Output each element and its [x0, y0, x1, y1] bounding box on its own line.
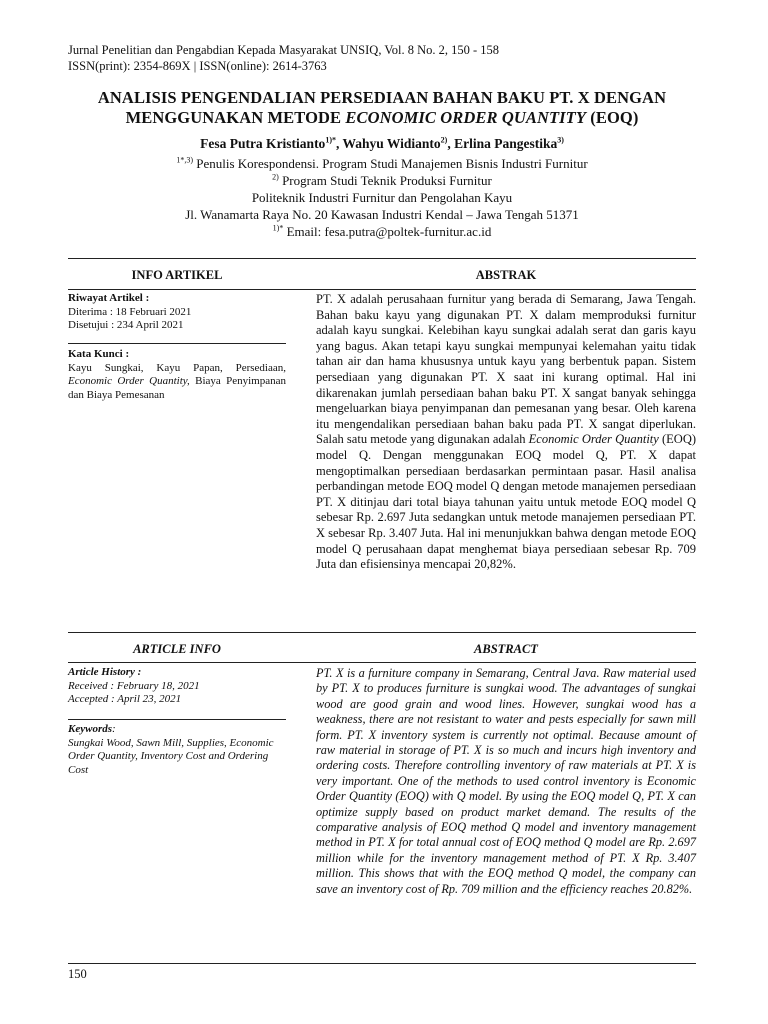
- sidebox-divider-en: [68, 719, 286, 720]
- affiliation-line-1: [68, 155, 696, 172]
- abstrak-italic: Economic Order Quantity: [528, 432, 659, 447]
- abstract-heading: ABSTRACT: [474, 642, 538, 656]
- title-line-2-italic: ECONOMIC ORDER QUANTITY: [345, 108, 587, 127]
- affiliation-1-sup: 1*,3): [176, 155, 193, 165]
- history-label-en: Article History :: [68, 666, 142, 678]
- corresponding-email: Email: fesa.putra@poltek-furnitur.ac.id: [286, 224, 492, 239]
- history-label-id: Riwayat Artikel :: [68, 292, 150, 304]
- author-3-sup: 3): [557, 135, 564, 145]
- article-history-id: [68, 292, 286, 333]
- keywords-label-id: Kata Kunci :: [68, 348, 130, 360]
- keywords-list-id: [68, 362, 286, 403]
- title-line-1: ANALISIS PENGENDALIAN PERSEDIAAN BAHAN BAKU PT. X DENGAN: [97, 88, 667, 107]
- section-rule-top-en: [68, 632, 696, 633]
- affiliation-line-2: [68, 172, 696, 189]
- keywords-list-en: Sungkai Wood, Sawn Mill, Supplies, Economic Order Quantity, Inventory Cost and Ordering Cost: [68, 736, 274, 776]
- affiliation-line-3: Politeknik Industri Furnitur dan Pengolahan Kayu: [251, 190, 513, 205]
- author-1-sup: 1)*: [325, 135, 336, 145]
- article-history-en: [68, 666, 286, 707]
- article-info-heading: ARTICLE INFO: [133, 642, 221, 656]
- author-2: Wahyu Widianto: [342, 136, 441, 151]
- title-line-2-prefix: MENGGUNAKAN METODE: [125, 108, 346, 127]
- affiliation-1-text: Penulis Korespondensi. Program Studi Manajemen Bisnis Industri Furnitur: [196, 156, 588, 171]
- journal-header: [68, 42, 499, 74]
- abstrak-heading: ABSTRAK: [475, 268, 537, 282]
- author-3: Erlina Pangestika: [454, 136, 558, 151]
- footer-rule: [68, 963, 696, 964]
- accepted-date-id: Disetujui : 234 April 2021: [68, 319, 184, 331]
- section-rule-top-id: [68, 258, 696, 259]
- page-number: 150: [68, 967, 87, 981]
- affiliation-line-5: [68, 223, 696, 240]
- keywords-label-en: Keywords: [68, 723, 112, 735]
- title-line-2: [68, 108, 696, 128]
- sidebox-divider-id: [68, 343, 286, 344]
- abstract-text: PT. X is a furniture company in Semarang, Central Java. Raw material used by PT. X to produces furniture is sungkai wood. The advantages of sungkai wood are good grain and wood lines. However, sungkai wood has a weakness, there are not resistant to water and pests especially for sawn mill form. PT. X inventory system is currently not optimal. Because amount of raw material in storage of PT. X is so much and incurs high inventory and ordering costs. Therefore controlling inventory of raw materials at PT. X is very important. One of the methods to used control inventory is Economic Order Quantity (EOQ) with Q model. By using the EOQ model Q, PT. X can optimize supply based on product market demand. The results of the comparative analysis of EOQ method Q model and inventory management method in PT. X for total annual cost of EOQ method Q model are Rp. 2.697 million while for the inventory management method of PT. X Rp. 3.407 million. This shows that with the EOQ method Q model, the company can save an inventory cost of Rp. 709 million and the efficiency reaches 20.82%.: [316, 666, 696, 896]
- keywords-id-italic: Economic Order Quantity,: [68, 375, 190, 387]
- section-rule-heading-en: [68, 662, 696, 663]
- affiliation-2-sup: 2): [272, 172, 279, 182]
- keywords-colon-en: :: [112, 723, 116, 735]
- abstrak-part-2: (EOQ) model Q. Dengan menggunakan EOQ model Q, PT. X dapat mengoptimalkan persediaan berdasarkan permintaan pasar. Hasil analisa perbandingan metode EOQ model Q dengan metode manajemen persediaan PT. X ditinjau dari total biaya tahunan yaitu untuk metode EOQ model Q sebesar Rp. 2.697 Juta sedangkan untuk metode manajemen persediaan PT. X sebesar Rp. 3.407 Juta. Hal ini menunjukkan bahwa dengan metode EOQ model Q perusahaan dapat menghemat biaya persediaan sebesar Rp. 709 Juta dan efisiensinya mencapai 20,82%.: [316, 432, 697, 572]
- accepted-date-en: Accepted : April 23, 2021: [68, 693, 182, 705]
- received-date-en: Received : February 18, 2021: [68, 679, 200, 692]
- abstrak-part-1: PT. X adalah perusahaan furnitur yang berada di Semarang, Jawa Tengah. Bahan baku kayu yang digunakan PT. X dalam memproduksi furnitur adalah kayu sungkai. Kelebihan kayu sungkai adalah serat dan garis kayu yang bagus. Akan tetapi kayu sungkai mempunyai kelemahan yaitu tidak tahan air dan hama khususnya untuk kayu yang berbentuk papan. Sistem persediaan yang digunakan PT. X saat ini kurang optimal. Hal ini dikarenakan jumlah persediaan bahan baku PT. X sangat banyak sehingga mengeluarkan biaya penyimpanan dan pemesanan yang besar. Oleh karena itu mengendalikan persediaan bahan baku pada PT. X sangat diperlukan. Salah satu metode yang digunakan adalah: [316, 292, 696, 447]
- author-1: Fesa Putra Kristianto: [200, 136, 326, 151]
- journal-issn: ISSN(print): 2354-869X | ISSN(online): 2614-3763: [68, 59, 327, 73]
- affiliation-line-4: Jl. Wanamarta Raya No. 20 Kawasan Industri Kendal – Jawa Tengah 51371: [185, 207, 579, 222]
- paper-title: [68, 88, 696, 128]
- keywords-heading-en: [68, 723, 286, 737]
- affiliations: [68, 155, 696, 240]
- keywords-en: [68, 723, 286, 777]
- info-artikel-heading: INFO ARTIKEL: [131, 268, 223, 282]
- affiliation-5-sup: 1)*: [272, 223, 284, 233]
- journal-citation: Jurnal Penelitian dan Pengabdian Kepada Masyarakat UNSIQ, Vol. 8 No. 2, 150 - 158: [68, 43, 500, 57]
- keywords-id-part-1: Kayu Sungkai, Kayu Papan, Persediaan,: [68, 361, 286, 374]
- author-list: Fesa Putra Kristianto$^{1)*}$, Wahyu Widianto$^{2)}$, Erlina Pangestika$^{3)}$: [200, 135, 564, 151]
- received-date-id: Diterima : 18 Februari 2021: [68, 305, 192, 318]
- author-2-sup: 2): [440, 135, 448, 145]
- abstrak-text: [316, 292, 696, 573]
- affiliation-2-text: Program Studi Teknik Produksi Furnitur: [282, 173, 492, 188]
- keywords-id: [68, 348, 286, 402]
- keywords-id-part-2: Biaya Penyimpanan dan Biaya Pemesanan: [68, 375, 286, 401]
- section-rule-heading-id: [68, 289, 696, 290]
- title-line-2-suffix: (EOQ): [586, 108, 639, 127]
